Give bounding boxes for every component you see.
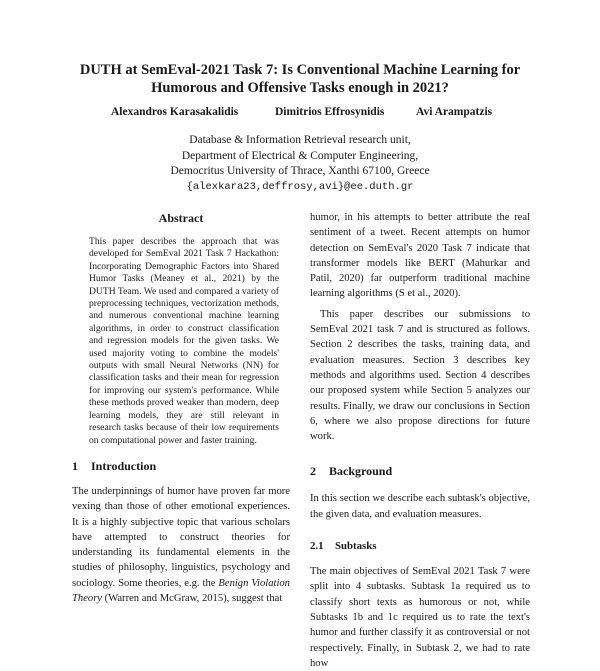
- right-column: [310, 210, 530, 671]
- theory-name: Benign Violation Theory: [72, 577, 290, 604]
- abstract-heading: Abstract: [158, 211, 204, 225]
- section-number: 2: [310, 464, 316, 479]
- subsection-heading-subtasks: [310, 540, 530, 552]
- subsection-number: 2.1: [310, 540, 324, 553]
- paper-title: DUTH at SemEval-2021 Task 7: Is Conventional Machine Learning for Humorous and Offensive Tasks enough in 2021?: [79, 62, 521, 96]
- author-list: [0, 106, 600, 122]
- section-heading-introduction: [72, 459, 290, 474]
- section-title: Background: [329, 464, 393, 479]
- author-name: Dimitrios Effrosynidis: [275, 106, 385, 118]
- affiliation-block: [100, 133, 500, 195]
- section-heading-background: [310, 464, 530, 479]
- intro-paragraph: The underpinnings of humor have proven far more vexing than those of other emotional experiences. It is a highly subjective topic that various scholars have attempted to construct theories for understanding its fundamental elements in the studies of philosophy, linguistics, psychology and sociology. Some theories, e.g. the Benign Violation Theory (Warren and McGraw, 2015), suggest that: [72, 485, 290, 604]
- section-title: Introduction: [91, 458, 157, 473]
- author-emails: {alexkara23,deffrosy,avi}@ee.duth.gr: [186, 180, 414, 193]
- author-name: Alexandros Karasakalidis: [111, 106, 239, 118]
- affiliation-line: Democritus University of Thrace, Xanthi 67100, Greece: [170, 165, 430, 178]
- paper-structure-paragraph: This paper describes our submissions to SemEval 2021 task 7 and is structured as follows. Section 2 describes the tasks, training data, and evaluation measures. Section 3 describes key methods and algorithms used. Section 4 describes our proposed system while Section 5 analyzes our results. Finally, we draw our conclusions in Section 6, where we also propose directions for future work.: [310, 308, 530, 443]
- background-paragraph: In this section we describe each subtask's objective, the given data, and evaluation measures.: [310, 493, 530, 520]
- subtasks-paragraph: The main objectives of SemEval 2021 Task 7 were split into 4 subtasks. Subtask 1a required us to classify short texts as humorous or not, while Subtasks 1b and 1c required us to rate the text's humor and further classify it as controversial or not respectively. Finally, in Subtask 2, we had to rate how: [310, 566, 530, 669]
- section-number: 1: [72, 458, 78, 473]
- affiliation-line: Department of Electrical & Computer Engineering,: [181, 149, 419, 162]
- affiliation-line: Database & Information Retrieval research unit,: [189, 134, 411, 146]
- left-column: [72, 211, 290, 606]
- subsection-title: Subtasks: [335, 540, 377, 553]
- abstract-text: This paper describes the approach that was developed for SemEval 2021 Task 7 Hackathon: Incorporating Demographic Factors into Shared Humor Tasks (Meaney et al., 2021) by the DUTH Team. We used and compared a variety of preprocessing techniques, vectorization methods, and numerous conventional machine learning algorithms, in order to construct classification and regression models for the given tasks. We used majority voting to combine the models' outputs with small Neural Networks (NN) for classification tasks and their mean for regression for improving our system's performance. While these methods proved weaker than modern, deep learning models, they are still relevant in research tasks because of their low requirements on computational power and faster training.: [89, 236, 279, 446]
- author-name: Avi Arampatzis: [416, 106, 493, 118]
- intro-continued-paragraph: humor, in his attempts to better attribute the real sentiment of a tweet. Recent attempts on humor detection on SemEval's 2020 Task 7 indicate that transformer models like BERT (Mahurkar and Patil, 2020) far outperform traditional machine learning algorithms (S et al., 2020).: [310, 212, 530, 300]
